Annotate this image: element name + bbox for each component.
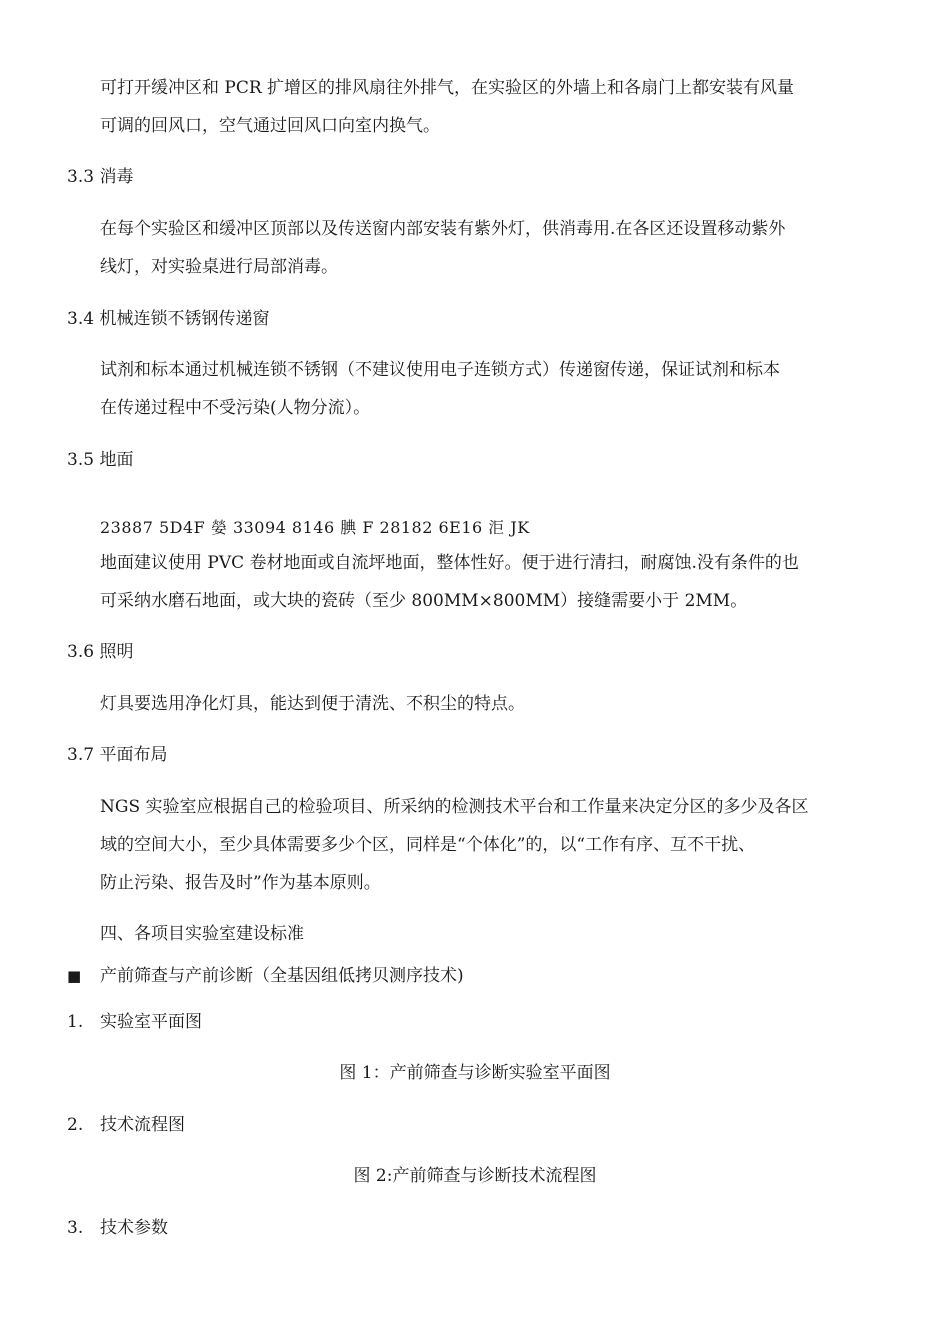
paragraph-lighting-line1: 灯具要选用净化灯具，能达到便于清洗、不积尘的特点。 <box>100 694 525 714</box>
list-item-tech-params: 技术参数 <box>100 1218 168 1238</box>
paragraph-layout-line3: 防止污染、报告及时”作为基本原则。 <box>100 873 381 893</box>
code-string-line: 23887 5D4F 嫈 33094 8146 腆 F 28182 6E16 洰 JK <box>100 518 530 537</box>
heading-3-3: 3.3 消毒 <box>67 167 134 187</box>
paragraph-disinfection-line1: 在每个实验区和缓冲区顶部以及传送窗内部安装有紫外灯，供消毒用.在各区还设置移动紫外 <box>100 219 786 239</box>
figure-caption-1: 图 1：产前筛查与诊断实验室平面图 <box>339 1063 611 1083</box>
heading-3-5: 3.5 地面 <box>67 450 134 470</box>
paragraph-ventilation-line1: 可打开缓冲区和 PCR 扩增区的排风扇往外排气，在实验区的外墙上和各扇门上都安装有风量 <box>100 78 795 98</box>
paragraph-floor-line1: 地面建议使用 PVC 卷材地面或自流坪地面，整体性好。便于进行清扫，耐腐蚀.没有条件的也 <box>100 553 799 573</box>
heading-3-7: 3.7 平面布局 <box>67 745 168 765</box>
paragraph-transfer-window-line1: 试剂和标本通过机械连锁不锈钢（不建议使用电子连锁方式）传递窗传递，保证试剂和标本 <box>100 360 780 380</box>
list-item-tech-flow: 技术流程图 <box>100 1115 185 1135</box>
paragraph-disinfection-line2: 线灯，对实验桌进行局部消毒。 <box>100 257 338 277</box>
paragraph-layout-line2: 域的空间大小，至少具体需要多少个区，同样是“个体化”的，以“工作有序、互不干扰、 <box>100 835 756 855</box>
list-number-2: 2. <box>67 1115 84 1135</box>
paragraph-floor-line2: 可采纳水磨石地面，或大块的瓷砖（至少 800MM×800MM）接缝需要小于 2MM。 <box>100 591 748 611</box>
list-number-3: 3. <box>67 1218 84 1238</box>
bullet-item-prenatal: 产前筛查与产前诊断（全基因组低拷贝测序技术) <box>100 966 464 986</box>
section-heading-4: 四、各项目实验室建设标准 <box>100 924 304 944</box>
paragraph-ventilation-line2: 可调的回风口，空气通过回风口向室内换气。 <box>100 116 440 136</box>
heading-3-4: 3.4 机械连锁不锈钢传递窗 <box>67 309 270 329</box>
paragraph-transfer-window-line2: 在传递过程中不受污染(人物分流）。 <box>100 398 371 418</box>
heading-3-6: 3.6 照明 <box>67 642 134 662</box>
paragraph-layout-line1: NGS 实验室应根据自己的检验项目、所采纳的检测技术平台和工作量来决定分区的多少及各区 <box>100 797 809 817</box>
figure-caption-2: 图 2:产前筛查与诊断技术流程图 <box>353 1166 597 1186</box>
list-item-floor-plan: 实验室平面图 <box>100 1012 202 1032</box>
list-number-1: 1. <box>67 1012 84 1032</box>
square-bullet-icon: ■ <box>67 967 82 985</box>
